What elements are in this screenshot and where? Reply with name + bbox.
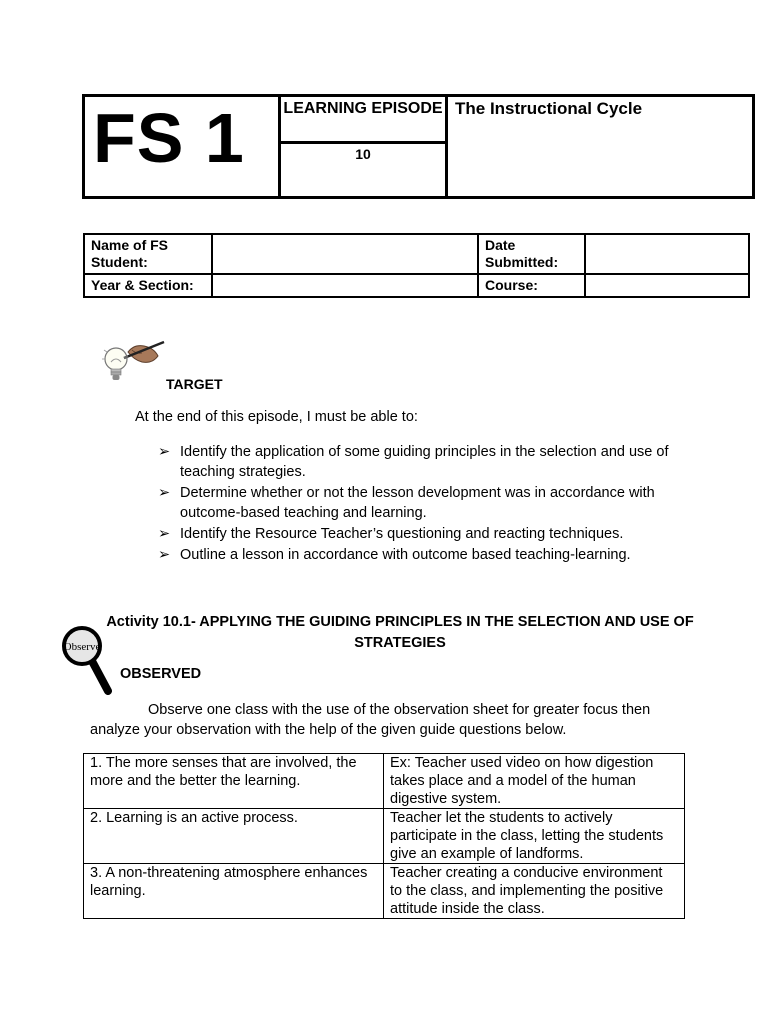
table-row	[84, 809, 685, 864]
year-section-field[interactable]	[212, 274, 478, 297]
fs-course-label: FS 1	[85, 97, 281, 196]
lightbulb-hand-icon	[102, 340, 166, 390]
episode-title: The Instructional Cycle	[455, 99, 643, 118]
course-field[interactable]	[585, 274, 749, 297]
arrow-bullet-icon: ➢	[158, 485, 171, 501]
table-row	[84, 754, 685, 809]
list-item: ➢ Determine whether or not the lesson development was in accordance with outcome-based teaching and learning.	[158, 485, 655, 521]
arrow-bullet-icon: ➢	[158, 526, 171, 542]
principle-cell: 3. A non-threatening atmosphere enhances learning.	[84, 864, 384, 919]
target-objectives-list	[158, 442, 698, 566]
year-section-label: Year & Section:	[84, 274, 212, 297]
observation-cell: Teacher let the students to actively participate in the class, letting the students give an example of landforms.	[384, 809, 685, 864]
target-intro: At the end of this episode, I must be able to:	[135, 409, 418, 425]
course-label: Course:	[478, 274, 585, 297]
date-label: Date Submitted:	[478, 234, 585, 274]
observation-instructions: Observe one class with the use of the observation sheet for greater focus then analyze your observation with the help of the given guide questions below.	[90, 702, 651, 738]
observation-cell: Teacher creating a conducive environment to the class, and implementing the positive attitude inside the class.	[384, 864, 685, 919]
principles-table	[83, 753, 685, 919]
list-item: ➢ Outline a lesson in accordance with outcome based teaching-learning.	[158, 547, 631, 563]
observation-cell: Ex: Teacher used video on how digestion takes place and a model of the human digestive system.	[384, 754, 685, 809]
activity-title: Activity 10.1- APPLYING THE GUIDING PRINCIPLES IN THE SELECTION AND USE OF STRATEGIES	[106, 614, 694, 651]
principle-cell: 1. The more senses that are involved, the more and the better the learning.	[84, 754, 384, 809]
episode-cell	[281, 97, 448, 196]
date-field[interactable]	[585, 234, 749, 274]
name-label: Name of FS Student:	[84, 234, 212, 274]
arrow-bullet-icon: ➢	[158, 547, 171, 563]
episode-header	[82, 94, 755, 199]
list-item: ➢ Identify the Resource Teacher’s questioning and reacting techniques.	[158, 526, 624, 542]
student-info-table	[83, 233, 750, 298]
magnifying-glass-icon	[62, 625, 114, 695]
learning-episode-label: LEARNING EPISODE	[281, 97, 445, 144]
table-row	[84, 864, 685, 919]
arrow-bullet-icon: ➢	[158, 444, 171, 460]
observe-icon-text: Observe	[63, 641, 101, 653]
target-heading: TARGET	[166, 376, 223, 392]
principle-cell: 2. Learning is an active process.	[84, 809, 384, 864]
observed-heading: OBSERVED	[120, 666, 202, 682]
list-item: ➢ Identify the application of some guiding principles in the selection and use of teaching strategies.	[158, 444, 669, 480]
episode-number: 10	[355, 146, 371, 162]
name-field[interactable]	[212, 234, 478, 274]
